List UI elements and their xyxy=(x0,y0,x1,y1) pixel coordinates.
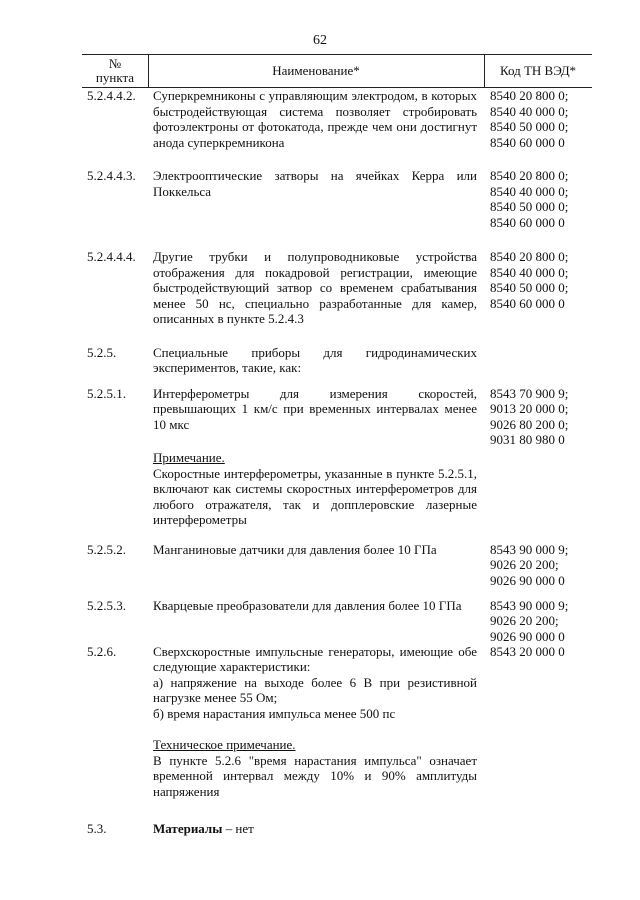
row-description xyxy=(153,644,477,800)
code-item: 9026 20 200; xyxy=(490,557,559,572)
row-codes xyxy=(490,249,568,311)
table-row xyxy=(0,598,640,644)
row-number: 5.2.4.4.4. xyxy=(87,249,136,264)
section-heading-bold: Материалы xyxy=(153,821,223,836)
header-col-code-label: Код ТН ВЭД* xyxy=(499,62,577,78)
header-col-number-line1: № xyxy=(108,55,122,71)
page-number: 62 xyxy=(313,33,327,48)
row-codes xyxy=(490,168,568,230)
row-number: 5.2.5.1. xyxy=(87,385,126,401)
row-text: Манганиновые датчики для давления более 10 ГПа xyxy=(153,541,437,557)
row-description xyxy=(153,249,477,327)
code-item: 8540 60 000 0 xyxy=(490,214,565,230)
header-col-name-label: Наименование* xyxy=(272,62,360,78)
row-codes xyxy=(490,88,568,150)
code-item: 8540 50 000 0; xyxy=(490,199,569,214)
row-number: 5.3. xyxy=(87,821,107,836)
row-number: 5.2.4.4.3. xyxy=(87,168,136,183)
document-body xyxy=(0,88,640,837)
table-row xyxy=(0,644,640,800)
section-heading-rest: – нет xyxy=(222,821,254,836)
row-text: Другие трубки и полупроводниковые устройства отображения для покадровой регистрации, имеющие быстродействующий затвор со временем срабатывания менее 50 нс, специально разработанные для камер, описанных в пункте 5.2.4.3 xyxy=(153,249,477,326)
code-item: 8540 20 800 0; xyxy=(490,249,569,264)
row-list-item: а) напряжение на выходе более 6 В при резистивной нагрузке менее 55 Ом; xyxy=(153,674,477,705)
row-description xyxy=(153,821,477,837)
section-heading xyxy=(153,821,477,837)
code-item: 8543 90 000 9; xyxy=(490,541,569,557)
code-item: 9026 90 000 0 xyxy=(490,628,565,644)
row-list-item: б) время нарастания импульса менее 500 пс xyxy=(153,705,396,721)
code-item: 8540 20 800 0; xyxy=(490,168,569,183)
code-item: 8540 20 800 0; xyxy=(490,88,569,103)
row-text: Кварцевые преобразователи для давления более 10 ГПа xyxy=(153,597,462,613)
row-description xyxy=(153,345,477,376)
row-number: 5.2.4.4.2. xyxy=(87,88,136,103)
row-codes xyxy=(490,386,568,448)
tech-note-title: Техническое примечание. xyxy=(153,737,296,752)
code-item: 8543 70 900 9; xyxy=(490,385,569,401)
header-col-name xyxy=(148,54,484,87)
row-text: Суперкремниконы с управляющим электродом, в которых быстродействующая система позволяет стробировать фотоэлектроны от фотокатода, прежде чем они достигнут анода суперкремникона xyxy=(153,88,477,150)
code-item: 8540 50 000 0; xyxy=(490,280,569,295)
note-block xyxy=(153,450,477,528)
code-item: 8540 60 000 0 xyxy=(490,134,565,150)
note-title: Примечание. xyxy=(153,450,225,465)
code-item: 8543 20 000 0 xyxy=(490,643,565,659)
code-item: 9013 20 000 0; xyxy=(490,401,569,416)
row-text: Интерферометры для измерения скоростей, превышающих 1 км/с при временных интервалах менее 10 мкс xyxy=(153,385,477,432)
row-text: Сверхскоростные импульсные генераторы, имеющие обе следующие характеристики: xyxy=(153,643,477,674)
table-row xyxy=(0,345,640,376)
header-col-number xyxy=(82,54,148,87)
tech-note-text: В пункте 5.2.6 "время нарастания импульса" означает временной интервал между 10% и 90% амплитуды напряжения xyxy=(153,752,477,799)
code-item: 8540 60 000 0 xyxy=(490,295,565,311)
code-item: 9026 90 000 0 xyxy=(490,572,565,588)
table-row xyxy=(0,249,640,327)
row-codes xyxy=(490,542,568,589)
row-number: 5.2.5.3. xyxy=(87,597,126,613)
code-item: 9031 80 980 0 xyxy=(490,432,565,447)
row-number: 5.2.6. xyxy=(87,643,117,659)
row-codes xyxy=(490,598,568,645)
table-row xyxy=(0,88,640,150)
table-row xyxy=(0,542,640,588)
code-item: 8543 90 000 9; xyxy=(490,597,569,613)
table-row xyxy=(0,386,640,528)
row-description xyxy=(153,168,477,230)
row-number: 5.2.5.2. xyxy=(87,541,126,557)
header-col-code xyxy=(484,54,592,87)
row-codes xyxy=(490,644,565,660)
row-description xyxy=(153,88,477,150)
code-item: 8540 40 000 0; xyxy=(490,264,569,280)
row-description xyxy=(153,386,477,528)
row-number: 5.2.5. xyxy=(87,344,117,360)
tech-note-block xyxy=(153,737,477,799)
row-text: Электрооптические затворы на ячейках Керра или Поккельса xyxy=(153,168,477,199)
code-item: 8540 40 000 0; xyxy=(490,183,569,199)
row-text: Специальные приборы для гидродинамических экспериментов, такие, как: xyxy=(153,344,477,375)
note-text: Скоростные интерферометры, указанные в пункте 5.2.5.1, включают как системы скоростных интерферометров для любого отражателя, так и допплеровские лазерные интерферометры xyxy=(153,465,477,527)
code-item: 9026 80 200 0; xyxy=(490,416,569,432)
row-description xyxy=(153,542,477,588)
code-item: 8540 40 000 0; xyxy=(490,103,569,119)
code-item: 8540 50 000 0; xyxy=(490,119,569,134)
code-item: 9026 20 200; xyxy=(490,613,559,628)
row-description xyxy=(153,598,477,644)
table-row xyxy=(0,821,640,837)
table-row xyxy=(0,168,640,230)
header-col-number-line2: пункта xyxy=(95,69,135,85)
